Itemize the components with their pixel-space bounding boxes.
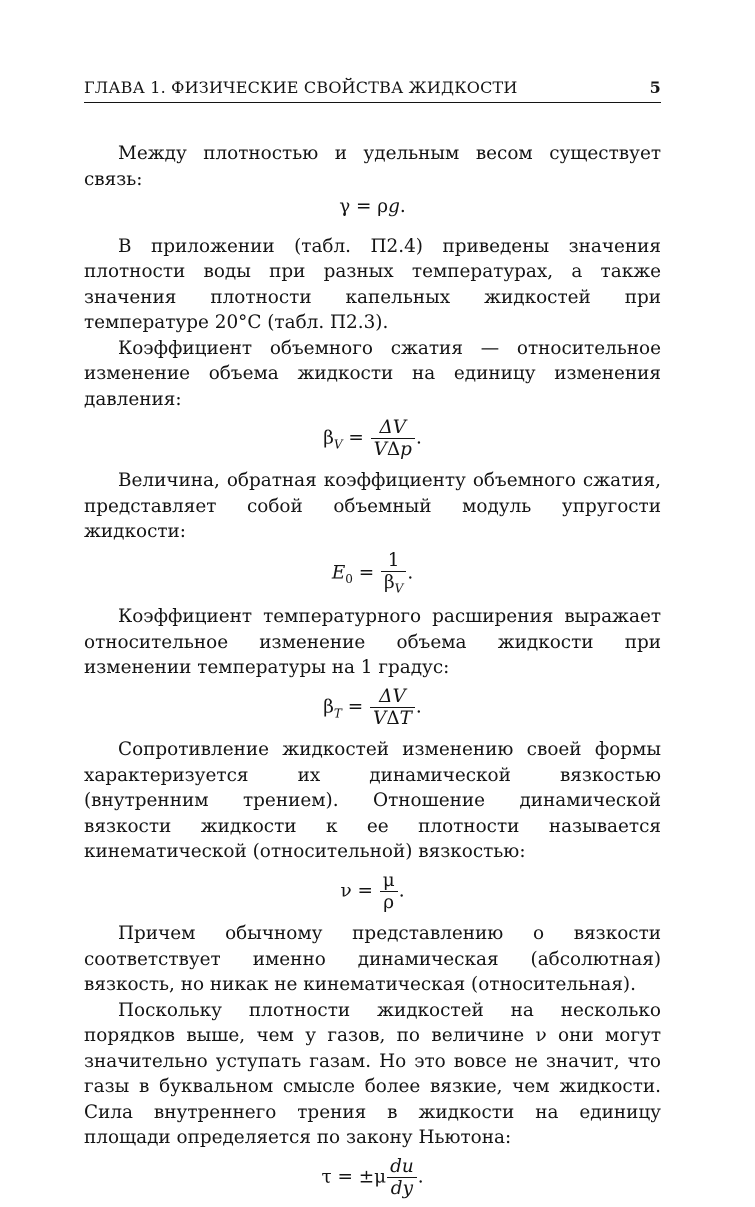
chapter-title: ГЛАВА 1. ФИЗИЧЕСКИЕ СВОЙСТВА ЖИДКОСТИ [84,78,518,97]
paragraph: Причем обычному представлению о вязкости соответствует именно динамическая (абсолютная) вязкость, но никак не кинематическая (относительная). [84,923,661,996]
page-body [84,141,661,1207]
formula-tau: τ = ±μ $\frac{du}{dy}$ . [321,1155,424,1199]
fraction: $\frac{\mu}{\rho}$ [380,870,398,913]
paragraph: Коэффициент объемного сжатия — относительное изменение объема жидкости на единицу изменения давления: [84,337,661,410]
formula-beta-v: $\beta_V$ = $\frac{\Delta V}{\text{VΔp}}$ . [323,417,422,461]
paragraph: Поскольку плотности жидкостей на несколько порядков выше, чем у газов, по величине ν они могут значительно уступать газам. Но это вовсе не значит, что газы в буквальном смысле более вязкие, чем жидкости. Сила внутреннего трения в жидкости на единицу площади определяется по закону Ньютона: [84,999,661,1149]
fraction: $\frac{1}{\beta_V}$ [381,550,406,597]
paragraph: Величина, обратная коэффициенту объемного сжатия, представляет собой объемный модуль упругости жидкости: [84,470,661,543]
formula-beta-t: $\beta_T$ = $\frac{\Delta V}{\text{VΔT}}$ . [323,685,422,730]
page-number: 5 [649,78,661,97]
formula-nu: ν = $\frac{\mu}{\rho}$ . [340,869,405,913]
formula-e0: $E_0$ = $\frac{1}{\beta_V}$ . [331,549,414,596]
fraction: $\frac{\Delta V}{\text{VΔT}}$ [370,686,415,729]
running-header [84,78,661,103]
fraction: $\frac{du}{dy}$ [387,1156,417,1199]
paragraph: Сопротивление жидкостей изменению своей формы характеризуется их динамической вязкостью (внутренним трением). Отношение динамической вязкости жидкости к ее плотности называется кинематической (относительной) вязкостью: [84,739,661,863]
formula-gamma: γ = ρg. [339,196,406,217]
fraction: $\frac{\Delta V}{\text{VΔp}}$ [371,417,415,460]
paragraph: Между плотностью и удельным весом существует связь: [84,143,661,190]
paragraph: В приложении (табл. П2.4) приведены значения плотности воды при разных температурах, а также значения плотности капельных жидкостей при температуре 20°С (табл. П2.3). [84,235,661,333]
paragraph: Коэффициент температурного расширения выражает относительное изменение объема жидкости при изменении температуры на 1 градус: [84,606,661,679]
